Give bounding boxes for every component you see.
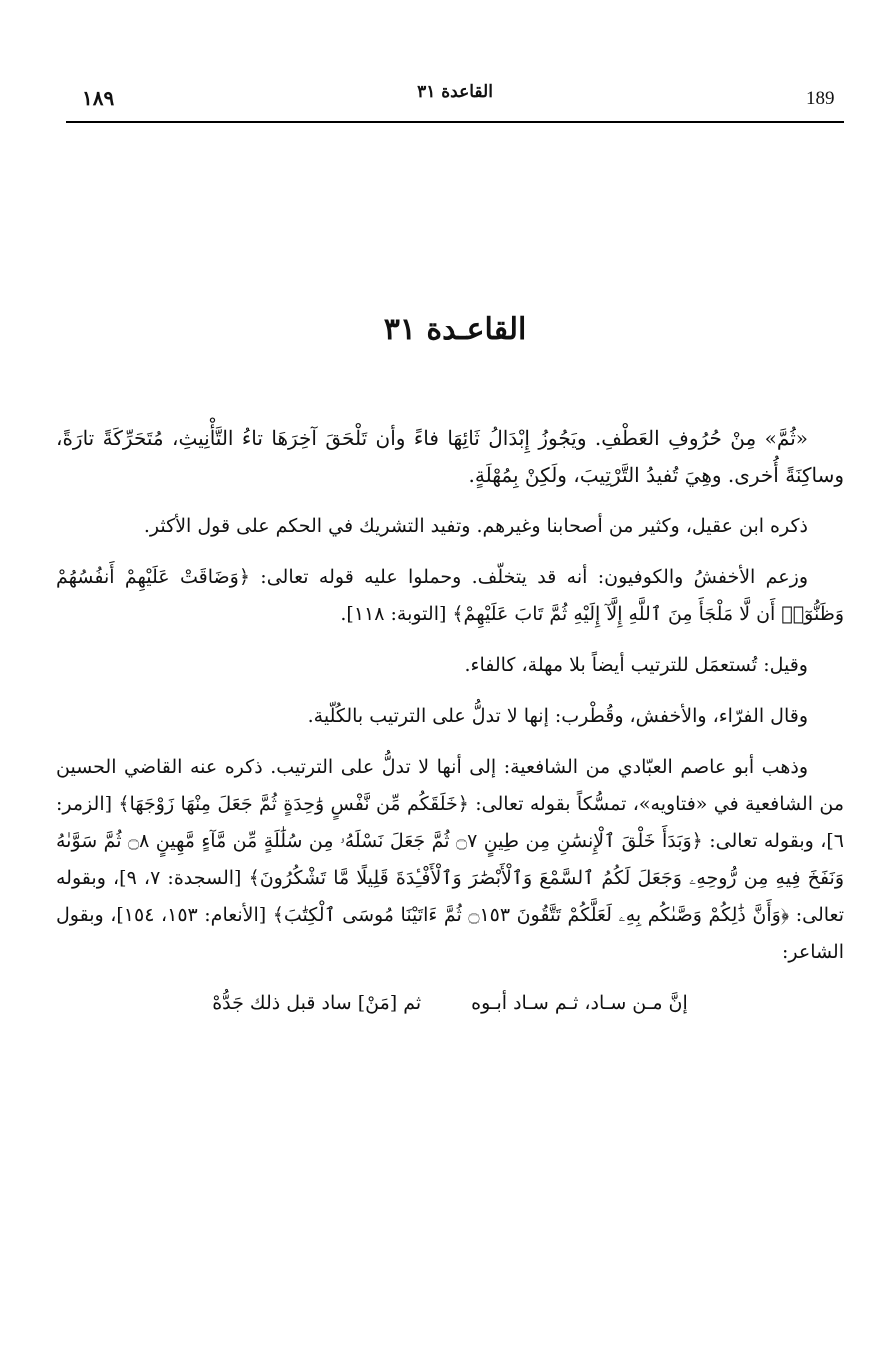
paragraph-no-order: وقال الفرّاء، والأخفش، وقُطْرب: إنها لا تدلُّ على الترتيب بالكُلّية. (307, 705, 808, 727)
verse-first-hemistich: إنَّ مـن سـاد، ثـم سـاد أبـوه (471, 992, 688, 1014)
poetry-verse (56, 985, 844, 1022)
paragraph-definition: «ثُمَّ» مِنْ حُرُوفِ العَطْفِ. ويَجُوزُ إِبْدَالُ ثَائِهَا فاءً وأن تَلْحَقَ آخِرَهَا تاءُ التَّأْنِيثِ، مُتَحَرِّكَةً تارَةً، وساكِنَةً أُخرى. وهِيَ تُفيدُ التَّرْتِيبَ، ولَكِنْ بِمُهْلَةٍ. (56, 426, 844, 487)
page-header (66, 78, 844, 118)
page-body (56, 420, 844, 1022)
paragraph-no-delay: وقيل: تُستعمَل للترتيب أيضاً بلا مهلة، كالفاء. (464, 654, 808, 676)
paragraph-akhfash-opinion: وزعم الأخفشُ والكوفيون: أنه قد يتخلّف. وحملوا عليه قوله تعالى: ﴿وَضَاقَتْ عَلَيْهِمْ أَنفُسُهُمْ وَظَنُّوٓا۟ أَن لَّا مَلْجَأَ مِنَ ٱللَّهِ إِلَّآ إِلَيْهِ ثُمَّ تَابَ عَلَيْهِمْ﴾ [التوبة: ١١٨]. (56, 566, 844, 625)
verse-second-hemistich: ثم [مَنْ] ساد قبل ذلك جَدُّهْ (212, 992, 422, 1014)
running-title: القاعدة ٣١ (417, 82, 493, 102)
header-rule (66, 121, 844, 123)
page-number-latin: 189 (806, 88, 835, 109)
page-number-arabic: ١٨٩ (82, 86, 115, 110)
paragraph-attribution: ذكره ابن عقيل، وكثير من أصحابنا وغيرهم. وتفيد التشريك في الحكم على قول الأكثر. (143, 515, 808, 537)
paragraph-abbadi-opinion: وذهب أبو عاصم العبّادي من الشافعية: إلى أنها لا تدلُّ على الترتيب. ذكره عنه القاضي الحسين من الشافعية في «فتاويه»، تمسُّكاً بقوله تعالى: ﴿خَلَقَكُم مِّن نَّفْسٍ وَٰحِدَةٍ ثُمَّ جَعَلَ مِنْهَا زَوْجَهَا﴾ [الزمر: ٦]، وبقوله تعالى: ﴿وَبَدَأَ خَلْقَ ٱلْإِنسَٰنِ مِن طِينٍ ۝٧ ثُمَّ جَعَلَ نَسْلَهُۥ مِن سُلَٰلَةٍ مِّن مَّآءٍ مَّهِينٍ ۝٨ ثُمَّ سَوَّىٰهُ وَنَفَخَ فِيهِ مِن رُّوحِهِۦ وَجَعَلَ لَكُمُ ٱلسَّمْعَ وَٱلْأَبْصَٰرَ وَٱلْأَفْـِٔدَةَ قَلِيلًا مَّا تَشْكُرُونَ﴾ [السجدة: ٧، ٩]، وبقوله تعالى: ﴿وَأَنَّ ذَٰلِكُمْ وَصَّىٰكُم بِهِۦ لَعَلَّكُمْ تَتَّقُونَ ۝١٥٣ ثُمَّ ءَاتَيْنَا مُوسَى ٱلْكِتَٰبَ﴾ [الأنعام: ١٥٣، ١٥٤]، وبقول الشاعر: (56, 756, 845, 963)
chapter-title: القاعـدة ٣١ (383, 312, 527, 347)
